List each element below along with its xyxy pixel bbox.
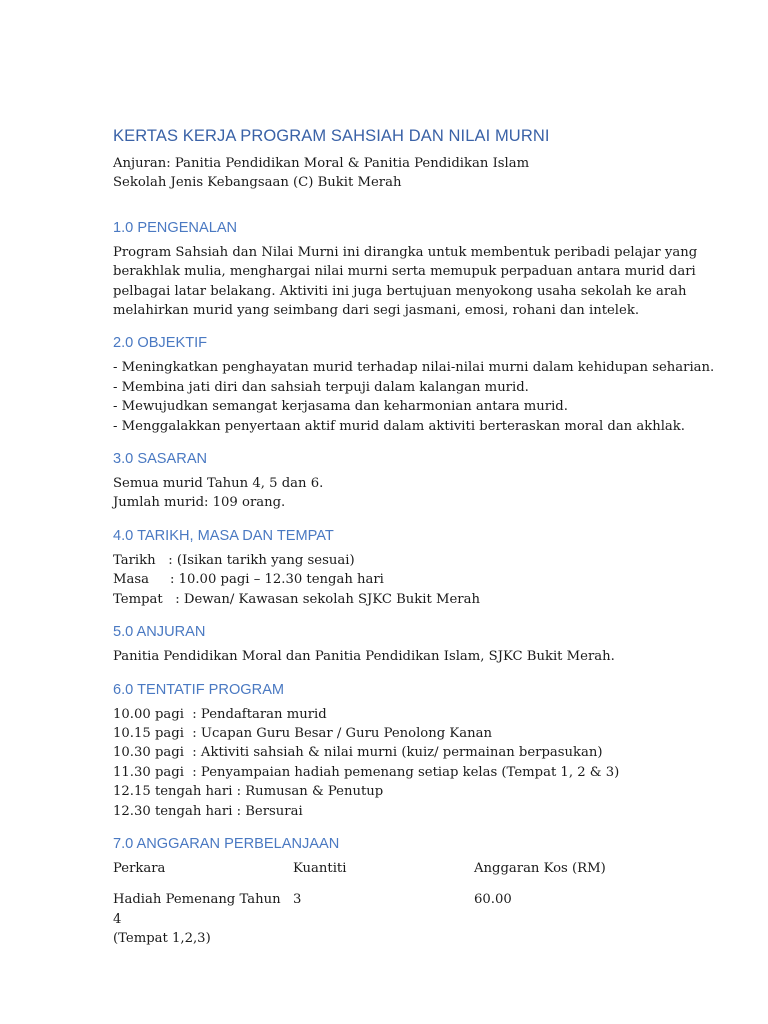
target-line: Semua murid Tahun 4, 5 dan 6.	[113, 476, 324, 492]
schedule-item: 12.30 tengah hari : Bersurai	[113, 803, 303, 819]
schedule-item: 10.15 pagi : Ucapan Guru Besar / Guru Penolong Kanan	[113, 725, 492, 741]
organizer-line: Anjuran: Panitia Pendidikan Moral & Panitia Pendidikan Islam	[113, 156, 530, 171]
section-heading: 7.0 ANGGARAN PERBELANJAAN	[113, 835, 340, 852]
section-heading: 4.0 TARIKH, MASA DAN TEMPAT	[113, 527, 334, 544]
section-target	[113, 450, 673, 513]
table-header-row	[113, 859, 606, 890]
section-heading: 2.0 OBJEKTIF	[113, 335, 208, 352]
section-heading: 6.0 TENTATIF PROGRAM	[113, 681, 285, 698]
objective-item: - Meningkatkan penghayatan murid terhadap nilai-nilai murni dalam kehidupan seharian.	[113, 360, 715, 376]
column-header-quantity: Kuantiti	[293, 860, 347, 876]
section-introduction	[113, 219, 698, 321]
section-objectives	[113, 334, 715, 436]
paragraph-line: Program Sahsiah dan Nilai Murni ini dirangka untuk membentuk peribadi pelajar yang	[113, 244, 698, 260]
section-datetime	[113, 527, 673, 609]
section-schedule	[113, 681, 673, 821]
paragraph-line: berakhlak mulia, menghargai nilai murni serta memupuk perpaduan antara murid dari	[113, 264, 696, 280]
budget-item-detail: (Tempat 1,2,3)	[113, 931, 211, 947]
column-header-cost: Anggaran Kos (RM)	[474, 860, 606, 876]
schedule-item: 11.30 pagi : Penyampaian hadiah pemenang setiap kelas (Tempat 1, 2 & 3)	[113, 764, 620, 780]
schedule-item: 10.30 pagi : Aktiviti sahsiah & nilai murni (kuiz/ permainan berpasukan)	[113, 745, 603, 761]
section-organizer	[113, 623, 673, 666]
objective-item: - Mewujudkan semangat kerjasama dan keharmonian antara murid.	[113, 399, 568, 415]
objective-item: - Membina jati diri dan sahsiah terpuji dalam kalangan murid.	[113, 379, 529, 395]
organizer-text: Panitia Pendidikan Moral dan Panitia Pendidikan Islam, SJKC Bukit Merah.	[113, 649, 615, 665]
paragraph-line: pelbagai latar belakang. Aktiviti ini juga bertujuan menyokong usaha sekolah ke arah	[113, 283, 687, 299]
section-heading: 1.0 PENGENALAN	[113, 219, 238, 236]
table-row	[113, 890, 606, 948]
budget-item-cell	[113, 890, 293, 948]
document-body	[113, 126, 715, 949]
budget-item-name: Hadiah Pemenang Tahun 4	[113, 892, 281, 927]
section-heading: 5.0 ANJURAN	[113, 624, 206, 641]
budget-quantity-cell: 3	[293, 892, 302, 908]
document-title: KERTAS KERJA PROGRAM SAHSIAH DAN NILAI MURNI	[113, 127, 550, 145]
venue-line: Tempat : Dewan/ Kawasan sekolah SJKC Bukit Merah	[113, 591, 480, 607]
budget-table	[113, 859, 606, 949]
paragraph-line: melahirkan murid yang seimbang dari segi jasmani, emosi, rohani dan intelek.	[113, 303, 640, 319]
school-line: Sekolah Jenis Kebangsaan (C) Bukit Merah	[113, 175, 402, 191]
time-line: Masa : 10.00 pagi – 12.30 tengah hari	[113, 572, 384, 588]
budget-cost-cell: 60.00	[474, 892, 512, 908]
section-heading: 3.0 SASARAN	[113, 451, 208, 468]
date-line: Tarikh : (Isikan tarikh yang sesuai)	[113, 552, 355, 568]
target-line: Jumlah murid: 109 orang.	[113, 495, 286, 511]
schedule-item: 12.15 tengah hari : Rumusan & Penutup	[113, 784, 384, 800]
objective-item: - Menggalakkan penyertaan aktif murid dalam aktiviti berteraskan moral dan akhlak.	[113, 418, 685, 434]
column-header-item: Perkara	[113, 860, 166, 876]
schedule-item: 10.00 pagi : Pendaftaran murid	[113, 706, 327, 722]
section-budget	[113, 835, 673, 949]
